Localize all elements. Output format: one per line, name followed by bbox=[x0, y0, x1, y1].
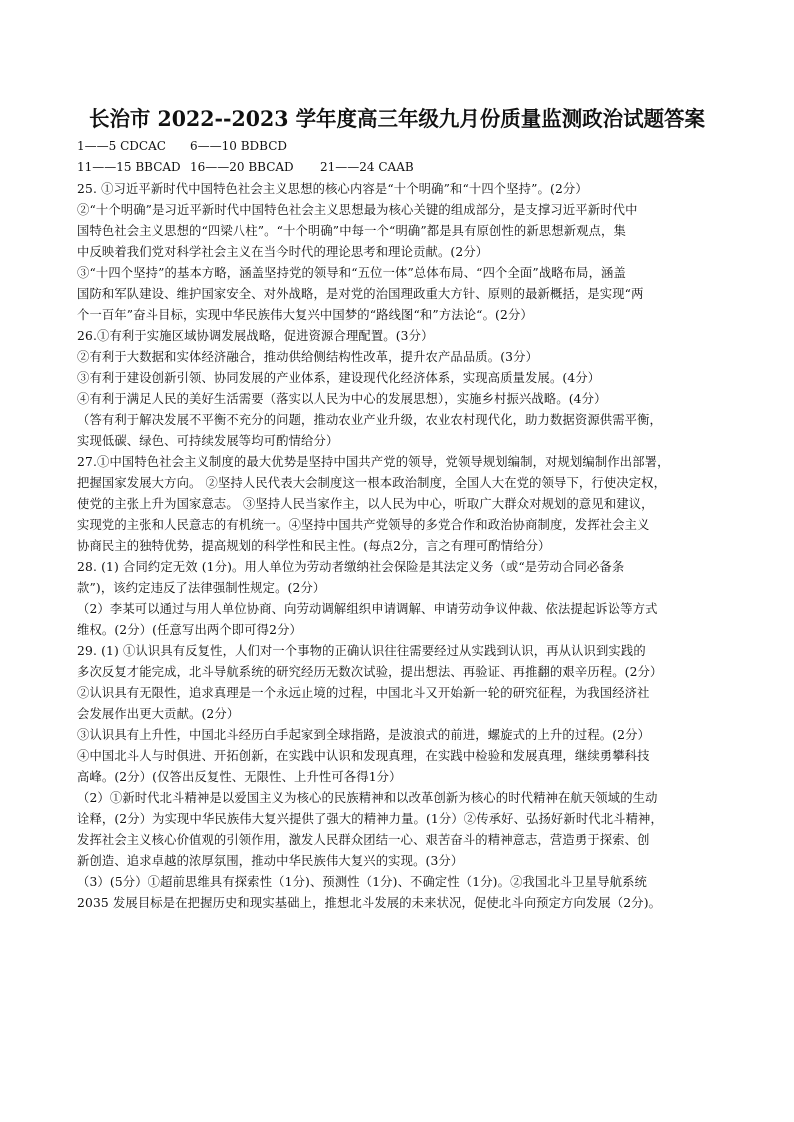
document-title: 长治市 2022--2023 学年度高三年级九月份质量监测政治试题答案 bbox=[88, 106, 706, 131]
answer-line: （2）李某可以通过与用人单位协商、向劳动调解组织申请调解、申请劳动争议仲裁、依法提起诉讼等方式 bbox=[77, 602, 658, 616]
answer-line: ②“十个明确”是习近平新时代中国特色社会主义思想最为核心关键的组成部分，是支撑习近平新时代中 bbox=[77, 203, 638, 217]
answer-line: 实现低碳、绿色、可持续发展等均可酌情给分） bbox=[77, 434, 339, 448]
answer-line: 26.①有利于实施区域协调发展战略，促进资源合理配置。(3分） bbox=[77, 329, 434, 343]
answer-line: 28. (1) 合同约定无效 (1分)。用人单位为劳动者缴纳社会保险是其法定义务（或“是劳动合同必备条 bbox=[77, 560, 625, 574]
answer-line: （2）①新时代北斗精神是以爱国主义为核心的民族精神和以改革创新为核心的时代精神在航天领域的生动 bbox=[77, 791, 658, 805]
answer-line: 维权。(2分）(任意写出两个即可得2分） bbox=[77, 623, 302, 637]
answer-line: （3）(5分）①超前思维具有探索性（1分)、预测性（1分)、不确定性（1分)。②我国北斗卫星导航系统 bbox=[77, 875, 647, 889]
answer-line: （答有利于解决发展不平衡不充分的问题，推动农业产业升级，农业农村现代化，助力数据资源供需平衡， bbox=[77, 413, 663, 427]
answer-line: 发挥社会主义核心价值观的引领作用，激发人民群众团结一心、艰苦奋斗的精神意志，营造勇于探索、创 bbox=[77, 833, 650, 847]
answer-line: ③认识具有上升性，中国北斗经历白手起家到全球指路，是波浪式的前进，螺旋式的上升的过程。(2分） bbox=[77, 728, 651, 742]
answer-line: ③“十四个坚持”的基本方略，涵盖坚持党的领导和“五位一体”总体布局、“四个全面”战略布局，涵盖 bbox=[77, 266, 626, 280]
answer-line: ④有利于满足人民的美好生活需要（落实以人民为中心的发展思想），实施乡村振兴战略。(4分） bbox=[77, 392, 607, 406]
answer-line: 会发展作出更大贡献。(2分） bbox=[77, 707, 240, 721]
answer-key-6-10: 6——10 BDBCD bbox=[190, 139, 288, 153]
answer-line: 29. (1) ①认识具有反复性，人们对一个事物的正确认识往往需要经过从实践到认识，再从认识到实践的 bbox=[77, 644, 646, 658]
answer-line: 高峰。(2分）(仅答出反复性、无限性、上升性可各得1分） bbox=[77, 770, 402, 784]
answer-line: 协商民主的独特优势，提高规划的科学性和民主性。(每点2分，言之有理可酌情给分） bbox=[77, 539, 551, 553]
answer-key-1-5: 1——5 CDCAC bbox=[77, 139, 166, 153]
answer-line: 25. ①习近平新时代中国特色社会主义思想的核心内容是“十个明确”和“十四个坚持”。(2分） bbox=[77, 182, 588, 196]
answer-line: 新创造、追求卓越的浓厚氛围，推动中华民族伟大复兴的实现。(3分） bbox=[77, 854, 464, 868]
answer-line: 国特色社会主义思想的“四梁八柱”。“十个明确”中每一个“明确”都是具有原创性的新思想新观点，集 bbox=[77, 224, 626, 238]
answer-line: 诠释，(2分）为实现中华民族伟大复兴提供了强大的精神力量。(1分）②传承好、弘扬好新时代北斗精神， bbox=[77, 812, 663, 826]
answer-line: 个一百年”奋斗目标，实现中华民族伟大复兴中国梦的“路线图“和”方法论“。(2分） bbox=[77, 308, 533, 322]
answer-line: ②有利于大数据和实体经济融合，推动供给侧结构性改革，提升农产品品质。(3分） bbox=[77, 350, 539, 364]
answer-line: 把握国家发展大方向。 ②坚持人民代表大会制度这一根本政治制度，全国人大在党的领导下，行使决定权， bbox=[77, 476, 667, 490]
answer-line: 27.①中国特色社会主义制度的最大优势是坚持中国共产党的领导，党领导规划编制，对规划编制作出部署， bbox=[77, 455, 670, 469]
answer-key-16-20: 16——20 BBCAD bbox=[190, 160, 294, 174]
answer-line: ④中国北斗人与时俱进、开拓创新，在实践中认识和发现真理，在实践中检验和发展真理，继续勇攀科技 bbox=[77, 749, 650, 763]
answer-key-11-15: 11——15 BBCAD bbox=[77, 160, 181, 174]
answer-line: 实现党的主张和人民意志的有机统一。④坚持中国共产党领导的多党合作和政治协商制度，发挥社会主义 bbox=[77, 518, 650, 532]
answer-line: 国防和军队建设、维护国家安全、对外战略，是对党的治国理政重大方针、原则的最新概括，是实现“两 bbox=[77, 287, 644, 301]
answer-line: ②认识具有无限性，追求真理是一个永远止境的过程，中国北斗又开始新一轮的研究征程，为我国经济社 bbox=[77, 686, 650, 700]
answer-line: 款”)，该约定违反了法律强制性规定。(2分） bbox=[77, 581, 326, 595]
answer-line: 2035 发展目标是在把握历史和现实基础上，推想北斗发展的未来状况，促使北斗向预定方向发展（2分)。 bbox=[77, 896, 662, 910]
answer-line: 使党的主张上升为国家意志。 ③坚持人民当家作主，以人民为中心，听取广大群众对规划的意见和建议， bbox=[77, 497, 654, 511]
answer-line: ③有利于建设创新引领、协同发展的产业体系，建设现代化经济体系，实现高质量发展。(4分） bbox=[77, 371, 601, 385]
answer-key-21-24: 21——24 CAAB bbox=[320, 160, 414, 174]
answer-line: 中反映着我们党对科学社会主义在当今时代的理论思考和理论贡献。(2分） bbox=[77, 245, 489, 259]
answer-line: 多次反复才能完成，北斗导航系统的研究经历无数次试验，提出想法、再验证、再推翻的艰辛历程。(2分） bbox=[77, 665, 663, 679]
